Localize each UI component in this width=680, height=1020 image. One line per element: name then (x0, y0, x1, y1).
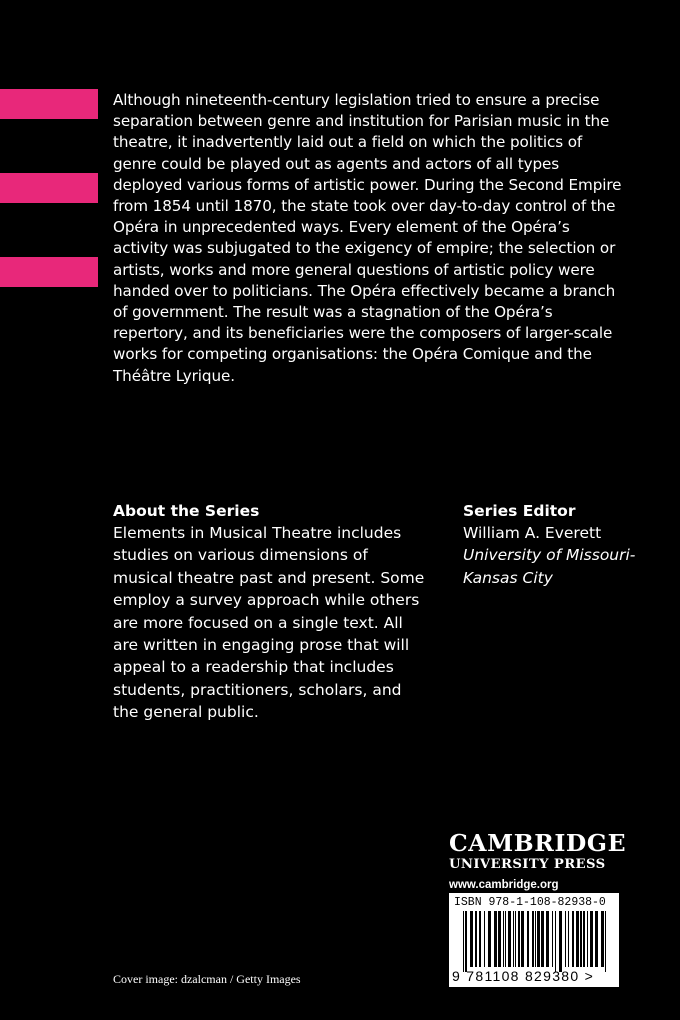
barcode-line (580, 911, 582, 967)
barcode-line (465, 911, 467, 972)
barcode-line (463, 911, 464, 972)
barcode-line (552, 911, 553, 967)
publisher-subtitle: UNIVERSITY PRESS (449, 857, 606, 872)
isbn-label: ISBN 978-1-108-82938-0 (454, 896, 606, 909)
barcode-line (587, 911, 588, 967)
barcode-line (559, 911, 562, 972)
barcode-line (488, 911, 491, 967)
series-editor-name: William A. Everett (463, 524, 602, 542)
about-series-text: Elements in Musical Theatre includes studies on various dimensions of musical theatre past and present. Some employ a survey approach while others are more focused on a single text. All are written in engaging prose that will appeal to a readership that includes students, practitioners, scholars, and the general public. (113, 524, 425, 722)
series-editor-affiliation: University of Missouri-Kansas City (463, 546, 636, 587)
barcode-line (475, 911, 477, 967)
barcode-line (484, 911, 485, 967)
series-editor (463, 500, 653, 589)
barcode-line (515, 911, 516, 967)
barcode-line (583, 911, 585, 967)
barcode-line (601, 911, 604, 967)
barcode-line (518, 911, 520, 967)
accent-bar-middle (0, 173, 98, 203)
barcode-line (527, 911, 529, 967)
accent-bar-bottom (0, 257, 98, 287)
barcode-line (572, 911, 574, 967)
barcode-line (565, 911, 566, 967)
isbn-barcode (449, 893, 619, 987)
about-the-series (113, 500, 431, 724)
barcode-line (494, 911, 497, 967)
barcode-line (498, 911, 501, 967)
series-editor-heading: Series Editor (463, 502, 576, 520)
book-description: Although nineteenth-century legislation tried to ensure a precise separation between genre and institution for Parisian music in the theatre, it inadvertently laid out a field on which the politics of genre could be played out as agents and actors of all types deployed various forms of artistic power. During the Second Empire from 1854 until 1870, the state took over day-to-day control of the Opéra in unprecedented ways. Every element of the Opéra’s activity was subjugated to the exigency of empire; the selection or artists, works and more general questions of artistic policy were handed over to politicians. The Opéra effectively became a branch of government. The result was a stagnation of the Opéra’s repertory, and its beneficiaries were the composers of larger-scale works for competing organisations: the Opéra Comique and the Théâtre Lyrique. (113, 91, 622, 385)
barcode-line (513, 911, 514, 967)
publisher-url: www.cambridge.org (449, 879, 559, 891)
barcode-line (595, 911, 598, 967)
barcode-digit-text: 9 781108 829380 > (452, 968, 595, 984)
accent-bar-top (0, 89, 98, 119)
barcode-line (521, 911, 524, 967)
publisher-logo (449, 830, 629, 896)
barcode-line (605, 911, 606, 972)
cover-image-credit: Cover image: dzalcman / Getty Images (113, 972, 301, 986)
barcode-line (590, 911, 593, 967)
barcode-line (537, 911, 540, 967)
barcode-line (555, 911, 556, 972)
barcode-digits (449, 968, 619, 984)
barcode-line (576, 911, 579, 967)
publisher-name: CAMBRIDGE (449, 829, 627, 857)
barcode-line (508, 911, 511, 967)
barcode-line (541, 911, 544, 967)
about-series-heading: About the Series (113, 502, 260, 520)
barcode-line (470, 911, 473, 967)
barcode-line (568, 911, 569, 967)
barcode-line (535, 911, 536, 967)
barcode-line (479, 911, 481, 967)
barcode-line (546, 911, 549, 967)
barcode-line (532, 911, 534, 967)
barcode-line (505, 911, 506, 967)
barcode-line (503, 911, 504, 967)
